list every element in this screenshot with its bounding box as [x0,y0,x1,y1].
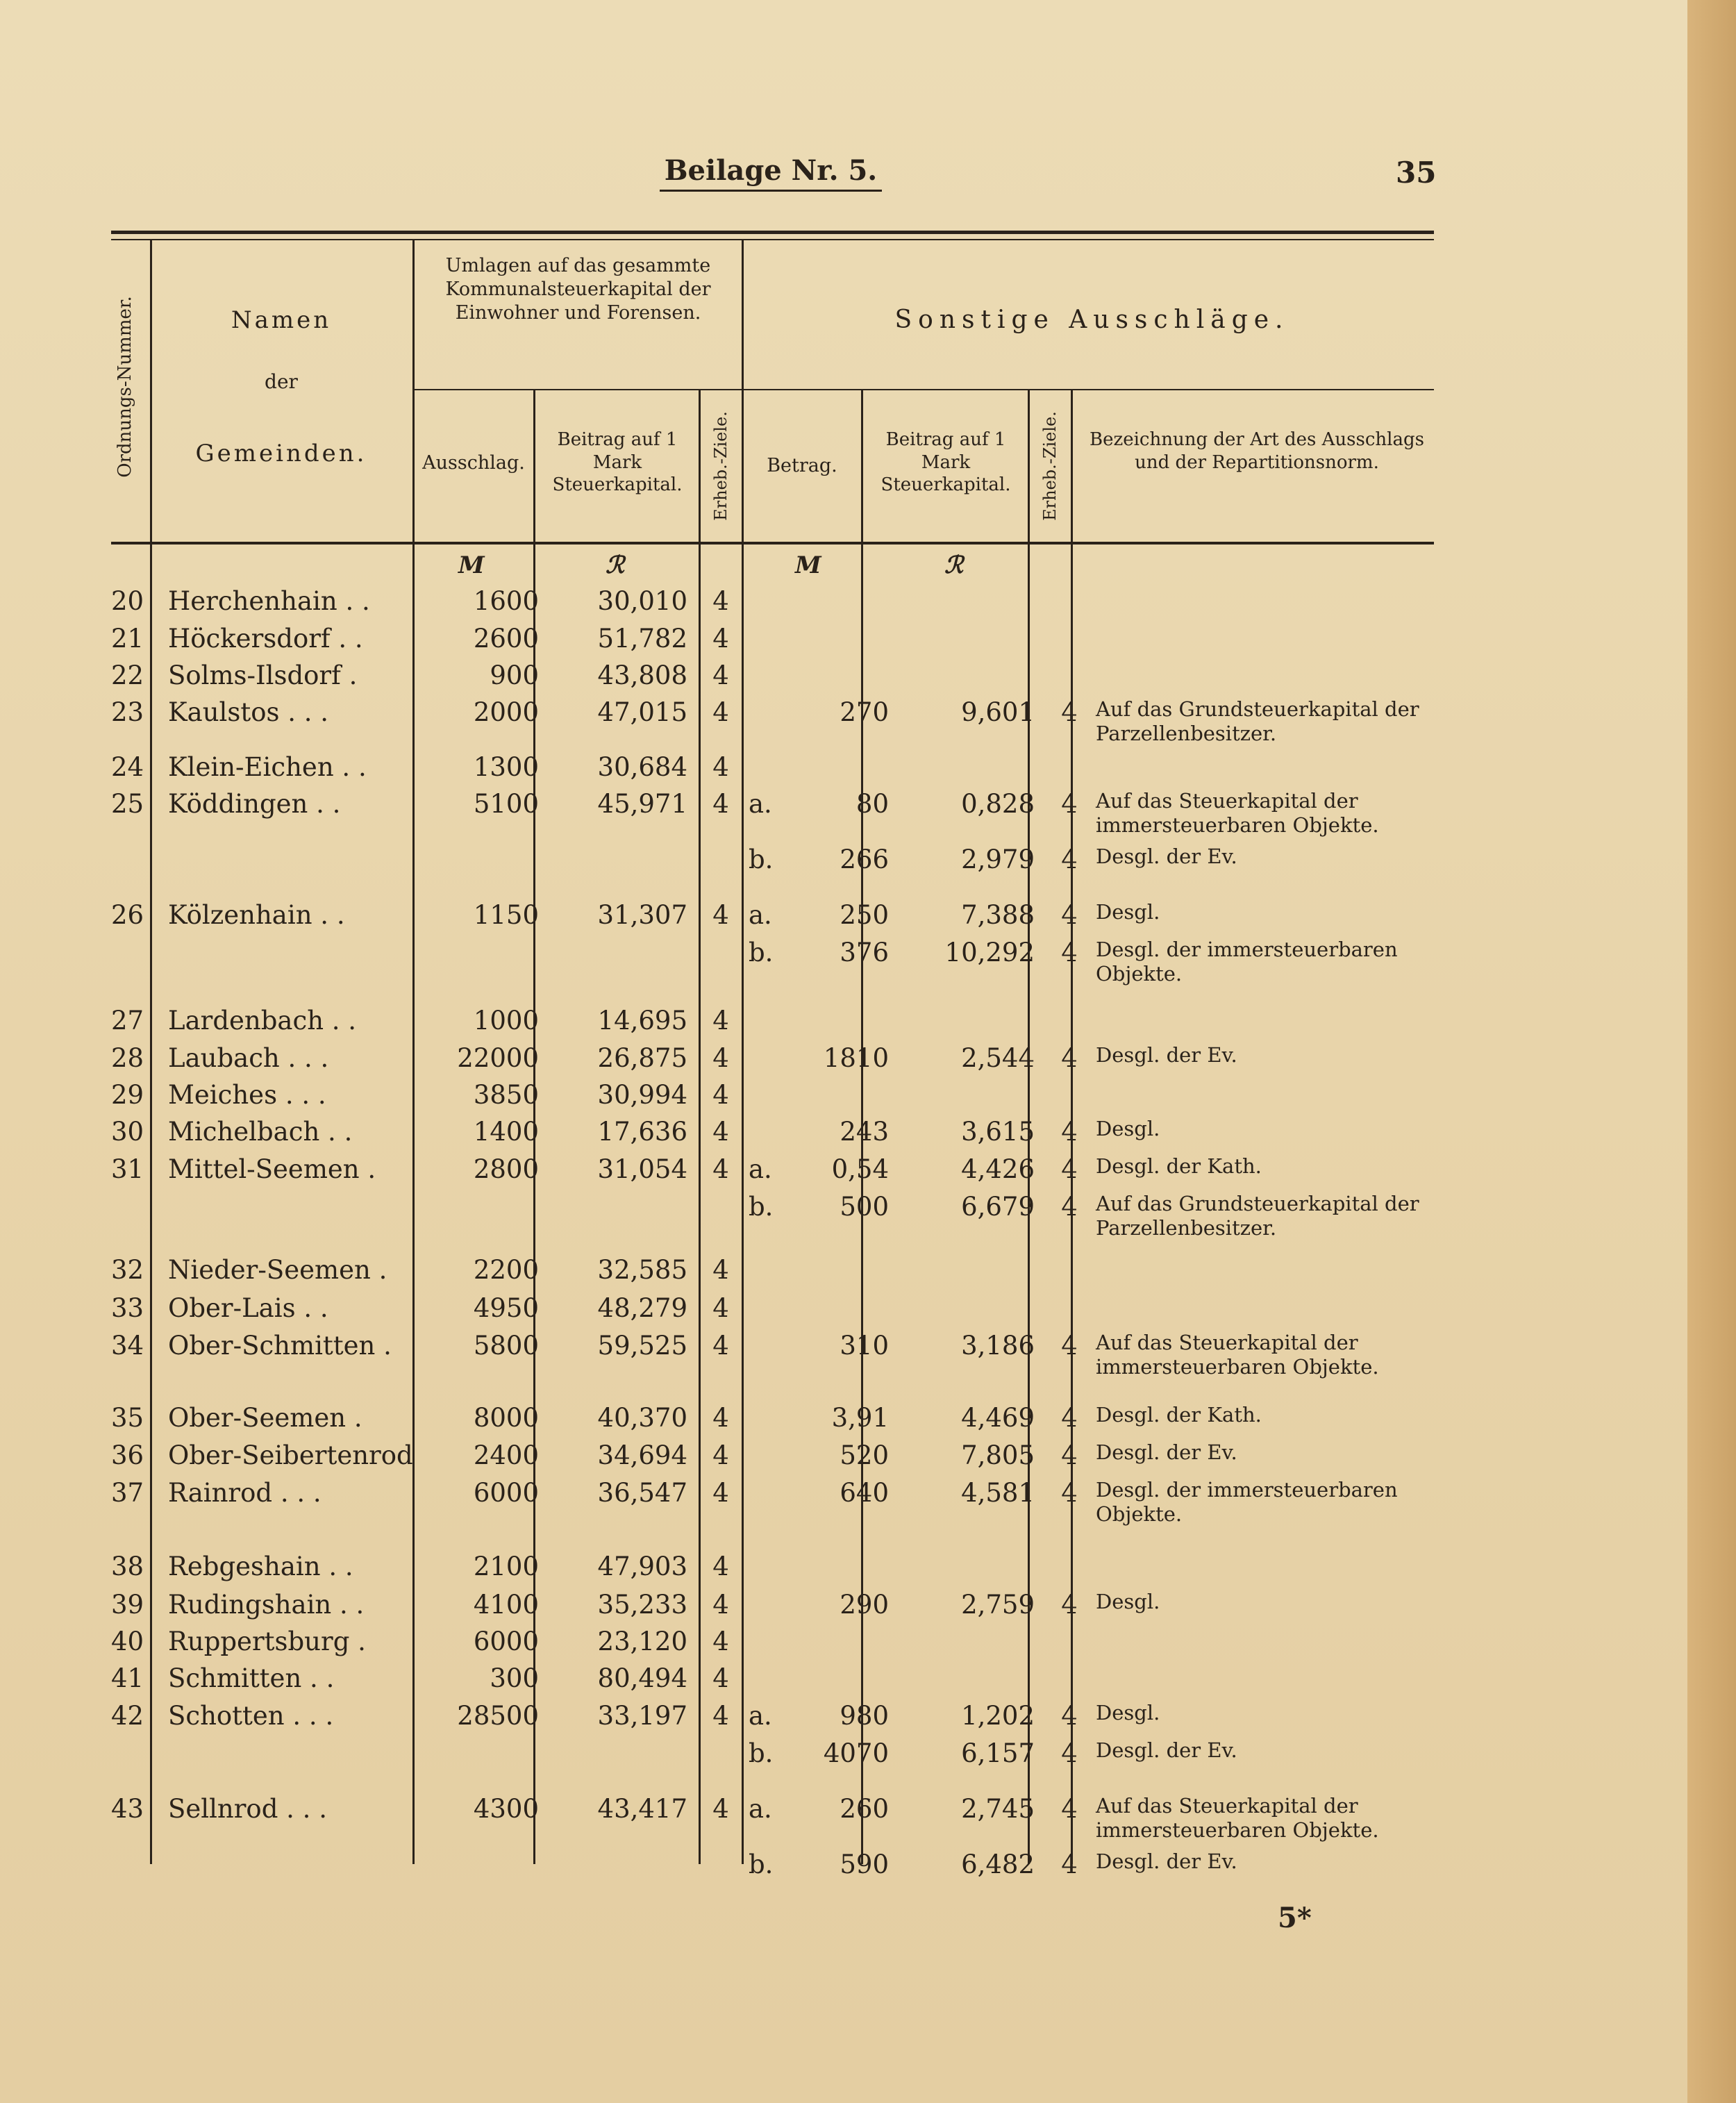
header-name-1: Namen [231,306,332,334]
cell-aus: 2100 [473,1552,539,1581]
cell-aus: 300 [490,1663,539,1693]
cell-desc: Auf das Steuerkapital der immersteuerbaren Objekte. [1096,1794,1379,1842]
cell-desc: Desgl. [1096,1117,1160,1140]
cell-aus: 1600 [473,586,539,616]
cell-bei2: 6,157 [961,1738,1035,1768]
cell-nr: 34 [111,1331,144,1361]
cell-erh1: 4 [712,1293,729,1323]
cell-nr: 28 [111,1043,144,1073]
table-row [111,1552,1434,1586]
table-row [111,1006,1434,1040]
cell-erh1: 4 [712,1552,729,1581]
table-top-rule-thin [111,239,1434,240]
cell-nr: 38 [111,1552,144,1581]
cell-desc: Desgl. der Ev. [1096,1440,1237,1464]
cell-bei2: 7,388 [961,900,1035,930]
cell-lbl: b. [749,1192,774,1222]
cell-bei1: 47,015 [597,697,687,727]
table-row [111,1293,1434,1328]
cell-erh2: 4 [1061,789,1078,819]
cell-nr: 40 [111,1627,144,1656]
cell-name: Höckersdorf . . [168,624,363,654]
cell-erh1: 4 [712,1663,729,1693]
cell-lbl: a. [749,1794,772,1824]
cell-erh2: 4 [1061,1590,1078,1620]
cell-bei2: 3,615 [961,1117,1035,1147]
cell-erh2: 4 [1061,938,1078,967]
table-row [111,938,1434,986]
cell-name: Herchenhain . . [168,586,370,616]
cell-nr: 21 [111,624,144,654]
cell-bei1: 17,636 [597,1117,687,1147]
table-row [111,1403,1434,1438]
cell-bet: 376 [840,938,889,967]
cell-erh2: 4 [1061,1192,1078,1222]
cell-aus: 28500 [457,1701,539,1731]
table-row [111,1255,1434,1290]
page-number: 35 [1396,156,1437,190]
cell-bei1: 30,010 [597,586,687,616]
cell-lbl: a. [749,1701,772,1731]
cell-desc: Desgl. der Ev. [1096,1738,1237,1762]
cell-desc: Desgl. der Kath. [1096,1403,1262,1427]
cell-erh1: 4 [712,1080,729,1110]
table-row [111,624,1434,658]
cell-name: Schotten . . . [168,1701,334,1731]
cell-bei2: 9,601 [961,697,1035,727]
cell-erh1: 4 [712,624,729,654]
cell-lbl: a. [749,789,772,819]
cell-bei1: 23,120 [597,1627,687,1656]
cell-name: Sellnrod . . . [168,1794,327,1824]
cell-bei1: 43,808 [597,660,687,690]
cell-bei1: 32,585 [597,1255,687,1285]
cell-nr: 29 [111,1080,144,1110]
cell-name: Kaulstos . . . [168,697,329,727]
unit-pf-2: ℛ [944,551,964,579]
table-row [111,697,1434,745]
table-row [111,752,1434,787]
cell-erh1: 4 [712,697,729,727]
unit-mark-1: M [458,551,485,579]
cell-name: Solms-Ilsdorf . [168,660,358,690]
cell-bet: 0,54 [831,1154,889,1184]
cell-lbl: b. [749,1738,774,1768]
cell-desc: Desgl. der immersteuerbaren Objekte. [1096,938,1398,986]
cell-desc: Desgl. der Ev. [1096,1850,1237,1873]
cell-desc: Desgl. der immersteuerbaren Objekte. [1096,1478,1398,1526]
cell-bet: 980 [840,1701,889,1731]
cell-bet: 260 [840,1794,889,1824]
header-ausschlag: Ausschlag. [422,452,525,474]
cell-nr: 35 [111,1403,144,1433]
cell-aus: 6000 [473,1478,539,1508]
cell-erh2: 4 [1061,1701,1078,1731]
cell-nr: 37 [111,1478,144,1508]
header-subdivider [414,389,1434,390]
cell-desc: Desgl. der Ev. [1096,1043,1237,1067]
cell-bei1: 51,782 [597,624,687,654]
cell-aus: 1300 [473,752,539,782]
table-row [111,1043,1434,1078]
table-row [111,1627,1434,1661]
cell-bet: 1810 [823,1043,889,1073]
header-erheb-1: Erheb.-Ziele. [711,411,731,521]
cell-nr: 36 [111,1440,144,1470]
cell-bei1: 26,875 [597,1043,687,1073]
cell-erh1: 4 [712,1794,729,1824]
cell-bei1: 48,279 [597,1293,687,1323]
cell-erh2: 4 [1061,1738,1078,1768]
cell-bei1: 40,370 [597,1403,687,1433]
cell-bei1: 30,684 [597,752,687,782]
cell-erh1: 4 [712,1478,729,1508]
table-row [111,1192,1434,1240]
cell-lbl: b. [749,845,774,874]
cell-bei1: 34,694 [597,1440,687,1470]
cell-aus: 2800 [473,1154,539,1184]
header-bezeichnung: Bezeichnung der Art des Ausschlags und der Repartitionsnorm. [1090,429,1424,473]
cell-desc: Desgl. [1096,1590,1160,1613]
cell-name: Meiches . . . [168,1080,326,1110]
cell-erh2: 4 [1061,1478,1078,1508]
cell-bei1: 80,494 [597,1663,687,1693]
table-row [111,845,1434,879]
cell-name: Köddingen . . [168,789,341,819]
cell-bet: 520 [840,1440,889,1470]
cell-name: Laubach . . . [168,1043,329,1073]
cell-nr: 32 [111,1255,144,1285]
cell-aus: 4950 [473,1293,539,1323]
cell-bei1: 30,994 [597,1080,687,1110]
table-row [111,1478,1434,1526]
cell-bei2: 7,805 [961,1440,1035,1470]
page-title: Beilage Nr. 5. [660,154,882,192]
cell-name: Klein-Eichen . . [168,752,367,782]
header-beitrag-1: Beitrag auf 1 Mark Steuerkapital. [552,429,683,495]
cell-desc: Auf das Grundsteuerkapital der Parzellenbesitzer. [1096,697,1419,745]
data-table [111,231,1434,1897]
cell-bei2: 4,469 [961,1403,1035,1433]
cell-desc: Desgl. der Ev. [1096,845,1237,868]
cell-bet: 4070 [823,1738,889,1768]
cell-aus: 3850 [473,1080,539,1110]
cell-bei2: 2,979 [961,845,1035,874]
cell-erh2: 4 [1061,1154,1078,1184]
cell-nr: 26 [111,900,144,930]
cell-aus: 2200 [473,1255,539,1285]
cell-name: Ober-Schmitten . [168,1331,392,1361]
cell-bei2: 2,759 [961,1590,1035,1620]
cell-name: Lardenbach . . [168,1006,357,1036]
cell-erh2: 4 [1061,1794,1078,1824]
cell-bei2: 3,186 [961,1331,1035,1361]
cell-bei2: 0,828 [961,789,1035,819]
cell-bei1: 31,307 [597,900,687,930]
cell-erh2: 4 [1061,1043,1078,1073]
table-row [111,1794,1434,1842]
cell-nr: 23 [111,697,144,727]
cell-lbl: a. [749,1154,772,1184]
cell-aus: 1150 [473,900,539,930]
table-row [111,1701,1434,1736]
cell-bei1: 43,417 [597,1794,687,1824]
header-name-3: Gemeinden. [195,440,367,467]
cell-bet: 590 [840,1850,889,1879]
table-row [111,1080,1434,1115]
cell-bei1: 31,054 [597,1154,687,1184]
cell-name: Kölzenhain . . [168,900,345,930]
cell-bei2: 6,679 [961,1192,1035,1222]
cell-bet: 243 [840,1117,889,1147]
cell-bei1: 33,197 [597,1701,687,1731]
cell-erh1: 4 [712,1117,729,1147]
header-betrag: Betrag. [767,455,837,476]
cell-nr: 30 [111,1117,144,1147]
cell-name: Rainrod . . . [168,1478,322,1508]
cell-erh1: 4 [712,900,729,930]
cell-erh1: 4 [712,586,729,616]
cell-bei1: 35,233 [597,1590,687,1620]
cell-bet: 270 [840,697,889,727]
cell-desc: Desgl. [1096,900,1160,924]
cell-lbl: b. [749,938,774,967]
cell-bei2: 6,482 [961,1850,1035,1879]
cell-nr: 24 [111,752,144,782]
header-umlagen: Umlagen auf das gesammte Kommunalsteuerkapital der Einwohner und Forensen. [445,255,711,324]
table-row [111,789,1434,837]
table-row [111,1590,1434,1624]
cell-bei1: 45,971 [597,789,687,819]
cell-bei1: 47,903 [597,1552,687,1581]
table-row [111,1738,1434,1773]
cell-bei1: 59,525 [597,1331,687,1361]
cell-bet: 3,91 [831,1403,889,1433]
header-bottom-rule [111,542,1434,545]
cell-erh1: 4 [712,1627,729,1656]
cell-bet: 266 [840,845,889,874]
table-row [111,1663,1434,1698]
table-row [111,1440,1434,1475]
cell-desc: Desgl. [1096,1701,1160,1724]
cell-name: Schmitten . . [168,1663,335,1693]
cell-erh1: 4 [712,1403,729,1433]
cell-name: Ober-Lais . . [168,1293,328,1323]
header-beitrag-2: Beitrag auf 1 Mark Steuerkapital. [880,429,1011,495]
cell-name: Michelbach . . [168,1117,353,1147]
unit-mark-2: M [795,551,821,579]
cell-bei2: 4,426 [961,1154,1035,1184]
cell-erh2: 4 [1061,900,1078,930]
cell-nr: 43 [111,1794,144,1824]
header-nr: Ordnungs-Nummer. [115,296,135,478]
cell-bei2: 1,202 [961,1701,1035,1731]
table-row [111,900,1434,935]
cell-erh2: 4 [1061,1117,1078,1147]
header-name-2: der [265,370,298,393]
cell-erh2: 4 [1061,1403,1078,1433]
cell-erh1: 4 [712,1255,729,1285]
cell-erh2: 4 [1061,1850,1078,1879]
cell-aus: 1000 [473,1006,539,1036]
cell-lbl: b. [749,1850,774,1879]
cell-bet: 640 [840,1478,889,1508]
cell-aus: 4300 [473,1794,539,1824]
cell-name: Ruppertsburg . [168,1627,366,1656]
cell-erh2: 4 [1061,1440,1078,1470]
cell-aus: 2000 [473,697,539,727]
cell-erh1: 4 [712,1154,729,1184]
cell-aus: 5100 [473,789,539,819]
cell-erh1: 4 [712,1006,729,1036]
cell-erh1: 4 [712,1701,729,1731]
cell-desc: Desgl. der Kath. [1096,1154,1262,1178]
cell-nr: 39 [111,1590,144,1620]
cell-aus: 4100 [473,1590,539,1620]
cell-erh1: 4 [712,1440,729,1470]
cell-desc: Auf das Grundsteuerkapital der Parzellenbesitzer. [1096,1192,1419,1240]
cell-bet: 80 [856,789,889,819]
cell-lbl: a. [749,900,772,930]
cell-bei1: 14,695 [597,1006,687,1036]
cell-name: Rebgeshain . . [168,1552,353,1581]
cell-aus: 900 [490,660,539,690]
cell-erh2: 4 [1061,845,1078,874]
cell-erh1: 4 [712,1043,729,1073]
cell-nr: 20 [111,586,144,616]
header-erheb-2: Erheb.-Ziele. [1040,411,1060,521]
cell-bet: 290 [840,1590,889,1620]
cell-erh1: 4 [712,1590,729,1620]
cell-aus: 1400 [473,1117,539,1147]
cell-aus: 2400 [473,1440,539,1470]
page-edge [1687,0,1736,2103]
cell-desc: Auf das Steuerkapital der immersteuerbaren Objekte. [1096,1331,1379,1379]
cell-nr: 33 [111,1293,144,1323]
cell-bei1: 36,547 [597,1478,687,1508]
table-row [111,1850,1434,1884]
cell-bei2: 2,544 [961,1043,1035,1073]
cell-bet: 310 [840,1331,889,1361]
cell-aus: 8000 [473,1403,539,1433]
cell-aus: 5800 [473,1331,539,1361]
cell-erh1: 4 [712,752,729,782]
cell-desc: Auf das Steuerkapital der immersteuerbaren Objekte. [1096,789,1379,837]
table-row [111,1117,1434,1152]
cell-bei2: 4,581 [961,1478,1035,1508]
cell-aus: 22000 [457,1043,539,1073]
cell-name: Ober-Seibertenrod [168,1440,413,1470]
cell-nr: 42 [111,1701,144,1731]
header-sonstige: Sonstige Ausschläge. [894,306,1290,334]
cell-name: Nieder-Seemen . [168,1255,387,1285]
cell-nr: 25 [111,789,144,819]
table-row [111,660,1434,695]
cell-nr: 27 [111,1006,144,1036]
cell-name: Mittel-Seemen . [168,1154,376,1184]
table-row [111,1154,1434,1189]
cell-erh1: 4 [712,1331,729,1361]
cell-aus: 2600 [473,624,539,654]
cell-erh2: 4 [1061,697,1078,727]
cell-bet: 500 [840,1192,889,1222]
cell-erh1: 4 [712,789,729,819]
cell-bei2: 2,745 [961,1794,1035,1824]
table-top-rule [111,231,1434,234]
cell-name: Ober-Seemen . [168,1403,362,1433]
cell-nr: 22 [111,660,144,690]
cell-aus: 6000 [473,1627,539,1656]
cell-bet: 250 [840,900,889,930]
table-row [111,586,1434,621]
cell-bei2: 10,292 [944,938,1035,967]
table-row [111,1331,1434,1379]
signature-mark: 5* [1278,1902,1312,1934]
unit-pf-1: ℛ [606,551,625,579]
cell-nr: 41 [111,1663,144,1693]
cell-erh2: 4 [1061,1331,1078,1361]
cell-nr: 31 [111,1154,144,1184]
cell-erh1: 4 [712,660,729,690]
cell-name: Rudingshain . . [168,1590,365,1620]
